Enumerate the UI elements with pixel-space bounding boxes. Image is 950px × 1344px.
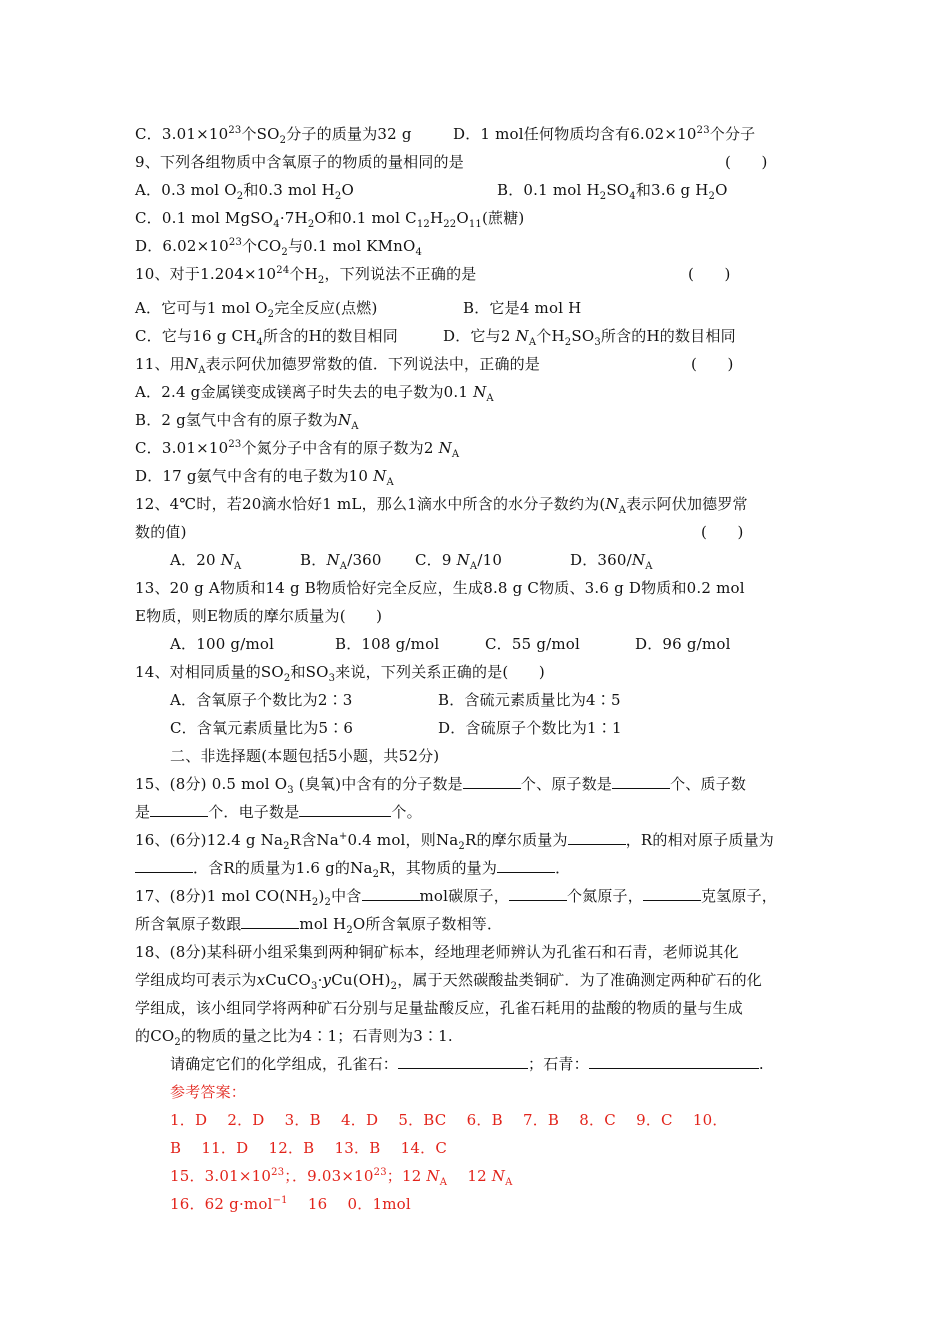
text-segment: 15．$3.01\times 10^{23}$；．$9.03\times 10^{23}$；12 $N_A$ 12 $N_A$ bbox=[170, 1167, 513, 1188]
text-segment: D．$360/N_A$ bbox=[570, 551, 653, 572]
text-segment: C．含氧元素质量比为5∶6 bbox=[170, 719, 354, 737]
text-segment: 18、(8分)某科研小组采集到两种铜矿标本，经地理老师辨认为孔雀石和石青，老师说其化 bbox=[135, 943, 739, 961]
text-segment: A．它可与1 mol $O_2$完全反应(点燃) bbox=[135, 299, 378, 320]
text-segment: ( ) bbox=[691, 355, 734, 373]
text-segment: C．$3.01\times 10^{23}$个氮分子中含有的原子数为2 $N_A$ bbox=[135, 439, 460, 460]
text-segment: D．它与2 $N_A$个$H_2SO_3$所含的H的数目相同 bbox=[443, 327, 736, 348]
text-segment: 14、对相同质量的$SO_2$和$SO_3$来说，下列关系正确的是( ) bbox=[135, 663, 545, 684]
text-segment: ．含R的质量为1.6 g的$Na_2R$，其物质的量为 ． bbox=[135, 858, 570, 878]
text-segment: ( ) bbox=[688, 265, 731, 283]
text-segment: D．1 mol任何物质均含有$6.02\times 10^{23}$个分子 bbox=[453, 125, 756, 143]
text-segment: ( ) bbox=[701, 523, 744, 541]
text-segment: 15、(8分) 0.5 mol $O_3$ (臭氧)中含有的分子数是 个、原子数是 个、质子数 bbox=[135, 775, 747, 796]
text-segment: D．17 g氨气中含有的电子数为10 $N_A$ bbox=[135, 467, 394, 488]
text-segment: 17、(8分)1 mol $CO(NH_2)_2$中含 mol碳原子， 个氮原子， 克氢原子， bbox=[135, 887, 777, 908]
text-segment: 的$CO_2$的物质的量之比为4∶1；石青则为3∶1. bbox=[135, 1027, 453, 1048]
text-segment: B．2 g氢气中含有的原子数为$N_A$ bbox=[135, 411, 359, 432]
text-segment: 16、(6分)12.4 g $Na_2R$含Na+0.4 mol，则$Na_2R$的摩尔质量为 ，R的相对原子质量为 bbox=[135, 831, 774, 852]
text-segment: B．它是4 mol H bbox=[463, 299, 582, 317]
text-segment: 参考答案： bbox=[170, 1083, 247, 1101]
text-segment: A．100 g/mol bbox=[170, 635, 275, 653]
text-segment: 请确定它们的化学组成，孔雀石： ；石青： . bbox=[170, 1055, 764, 1073]
text-segment: E物质，则E物质的摩尔质量为( ) bbox=[135, 607, 383, 625]
text-segment: B．0.1 mol $H_2SO_4$和3.6 g $H_2O$ bbox=[497, 181, 728, 202]
text-segment: C．它与16 g $CH_4$所含的H的数目相同 bbox=[135, 327, 398, 348]
text-segment: B．含硫元素质量比为4∶5 bbox=[438, 691, 621, 709]
text-segment: D．$6.02\times 10^{23}$个$CO_2$与0.1 mol KMnO$_4$ bbox=[135, 237, 423, 258]
text-segment: A．20 $N_A$ bbox=[170, 551, 242, 572]
text-segment: 学组成，该小组同学将两种矿石分别与足量盐酸反应，孔雀石耗用的盐酸的物质的量与生成 bbox=[135, 999, 744, 1017]
text-segment: C．$3.01\times 10^{23}$个$SO_2$分子的质量为32 g bbox=[135, 125, 412, 146]
text-segment: C．0.1 mol $MgSO_4\cdot 7H_2O$和0.1 mol $C_{12}H_{22}O_{11}$(蔗糖) bbox=[135, 209, 525, 230]
text-segment: A．含氧原子个数比为2∶3 bbox=[170, 691, 353, 709]
text-segment: 10、对于$1.204\times 10^{24}$个$H_2$，下列说法不正确的是 bbox=[135, 265, 477, 286]
text-segment: 数的值) bbox=[135, 523, 187, 541]
text-segment: 二、非选择题(本题包括5小题，共52分) bbox=[170, 747, 440, 765]
text-segment: 所含氧原子数跟 mol $H_2O$所含氧原子数相等． bbox=[135, 915, 503, 936]
text-segment: 12、4℃时，若20滴水恰好1 mL，那么1滴水中所含的水分子数约为($N_A$表示阿伏加德罗常 bbox=[135, 495, 748, 516]
text-segment: 11、用$N_A$表示阿伏加德罗常数的值．下列说法中，正确的是 bbox=[135, 355, 541, 376]
text-segment: 16．62 g·mol$^{-1}$ 16 0．1mol bbox=[170, 1195, 411, 1213]
text-segment: ( ) bbox=[725, 153, 768, 171]
text-segment: D．96 g/mol bbox=[635, 635, 731, 653]
text-segment: 是 个．电子数是 个。 bbox=[135, 803, 422, 821]
text-segment: 学组成均可表示为$xCuCO_3\cdot yCu(OH)_2$，属于天然碳酸盐类铜矿．为了准确测定两种矿石的化 bbox=[135, 971, 763, 992]
text-segment: D．含硫原子个数比为1∶1 bbox=[438, 719, 622, 737]
text-segment: A．2.4 g金属镁变成镁离子时失去的电子数为0.1 $N_A$ bbox=[135, 383, 494, 404]
text-segment: C．9 $N_A/10$ bbox=[415, 551, 503, 572]
text-segment: B．$N_A/360$ bbox=[300, 551, 382, 572]
text-segment: B 11．D 12．B 13．B 14．C bbox=[170, 1139, 447, 1157]
text-segment: B．108 g/mol bbox=[335, 635, 440, 653]
text-segment: 1．D 2．D 3．B 4．D 5．BC 6．B 7．B 8．C 9．C 10． bbox=[170, 1111, 728, 1129]
text-segment: C．55 g/mol bbox=[485, 635, 581, 653]
text-segment: 13、20 g A物质和14 g B物质恰好完全反应，生成8.8 g C物质、3.6 g D物质和0.2 mol bbox=[135, 579, 745, 597]
text-segment: A．0.3 mol $O_2$和0.3 mol $H_2O$ bbox=[135, 181, 354, 202]
text-segment: 9、下列各组物质中含氧原子的物质的量相同的是 bbox=[135, 153, 464, 171]
